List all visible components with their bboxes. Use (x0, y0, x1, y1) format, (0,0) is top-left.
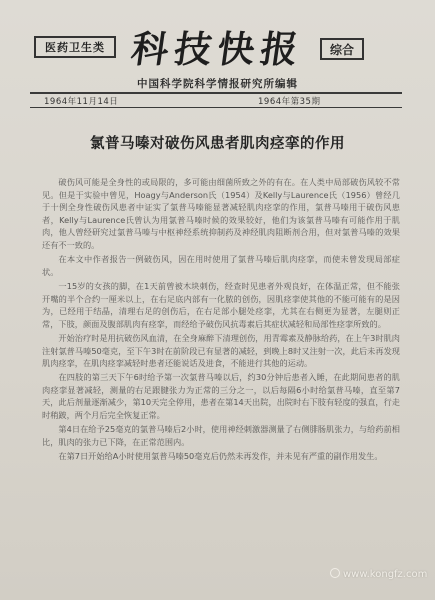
category-stamp: 医药卫生类 (34, 36, 116, 58)
article-paragraph: 第4日在给予25毫克的氯普马嗪后2小时，使用神经刺激器测量了右侧腓肠肌张力，与给药前相比，肌肉的张力已下降，在正常范围内。 (42, 424, 400, 447)
header-rule-bottom (30, 107, 402, 108)
watermark-logo-icon (330, 568, 340, 578)
article-paragraph: 在四肢的第三天下午6时给予第一次氯普马嗪以后，约30分钟后患者入睡，在此期间患者的肌肉痉挛显著减轻，测量的右足跟腱张力为正常的三分之一，以后每隔6小时给氯普马嗪，直至第7天，此后剂量逐渐减少，第10天完全停用，患者在第14天出院，出院时右下肢有轻度的强直，行走时稍跛，两个月后完全恢复正常。 (42, 372, 400, 421)
masthead-header (0, 0, 435, 118)
section-stamp: 综合 (320, 38, 364, 60)
header-rule-top (30, 92, 402, 94)
watermark (330, 568, 427, 580)
watermark-text: www.kongfz.com (343, 569, 428, 580)
article-paragraph: 破伤风可能是全身性的或局限的，多可能由细菌所致之外的有在。在人类中局部破伤风较不常见。但是于实验中曾见，Hoagy与Anderson氏（1954）及Kelly与Laurence氏（1956）曾经几于十例全身性破伤风患者中证实了氯普马嗪能显著减轻肌肉痉挛的作用，氯普马嗪用于破伤风患者，Kelly与Laurence氏曾认为用氯普马嗪时候的效果较好，他们为该氯普马嗪有可能作用于肌肉，他人曾经研究过氯普马嗪与中枢神经系统抑制药及神经肌肉阻断剂合用，但对氯普马嗪的效果还有不一致的。 (42, 177, 400, 250)
publication-title: 科技快报 (128, 27, 307, 71)
article-body (42, 176, 400, 464)
article-paragraph: 一15岁的女孩的脚，在1天前曾被木块刺伤，经查时见患者外观良好，在体温正常，但不能张开嘴的半个合约一厘米以上，在右足底内部有一化脓的创伤，因肌痉挛使其他的不能可能有的是因为，已经用于结晶，清理右足的创伤后，在右足部小腿处痉挛，尤其在右侧更为显著，左腿则正常，下肢，颜面及腹部肌肉有痉挛，而经给予破伤风抗毒素后其症状减轻和局部性痉挛所致的。 (42, 280, 400, 329)
article-paragraph: 在第7日开始给A小时使用氯普马嗪50毫克后仍然未再发作，并未见有严重的副作用发生。 (58, 451, 383, 462)
issue-date: 1964年11月14日 (44, 97, 119, 107)
issue-number: 1964年第35期 (258, 97, 321, 107)
article-paragraph: 开始治疗时是用抗破伤风血清，在全身麻醉下清理创伤，用青霉素及静脉给药，在上午3时肌肉注射氯普马嗪50毫克，至下午3时在前阶段已有显著的减轻，到晚上8时又注射一次，此后未再发现肌肉痉挛，在肌肉痉挛减轻时患者还能说话及进食，不能进行其他的运动。 (42, 332, 400, 369)
article-paragraph: 在本文中作者报告一例破伤风，因在用时使用了氯普马嗪后肌肉痉挛，而使未曾发现局部症状。 (42, 254, 400, 277)
article-title: 氯普马嗪对破伤风患者肌肉痉挛的作用 (90, 136, 345, 152)
publisher-line: 中国科学院科学情报研究所编辑 (137, 78, 298, 90)
